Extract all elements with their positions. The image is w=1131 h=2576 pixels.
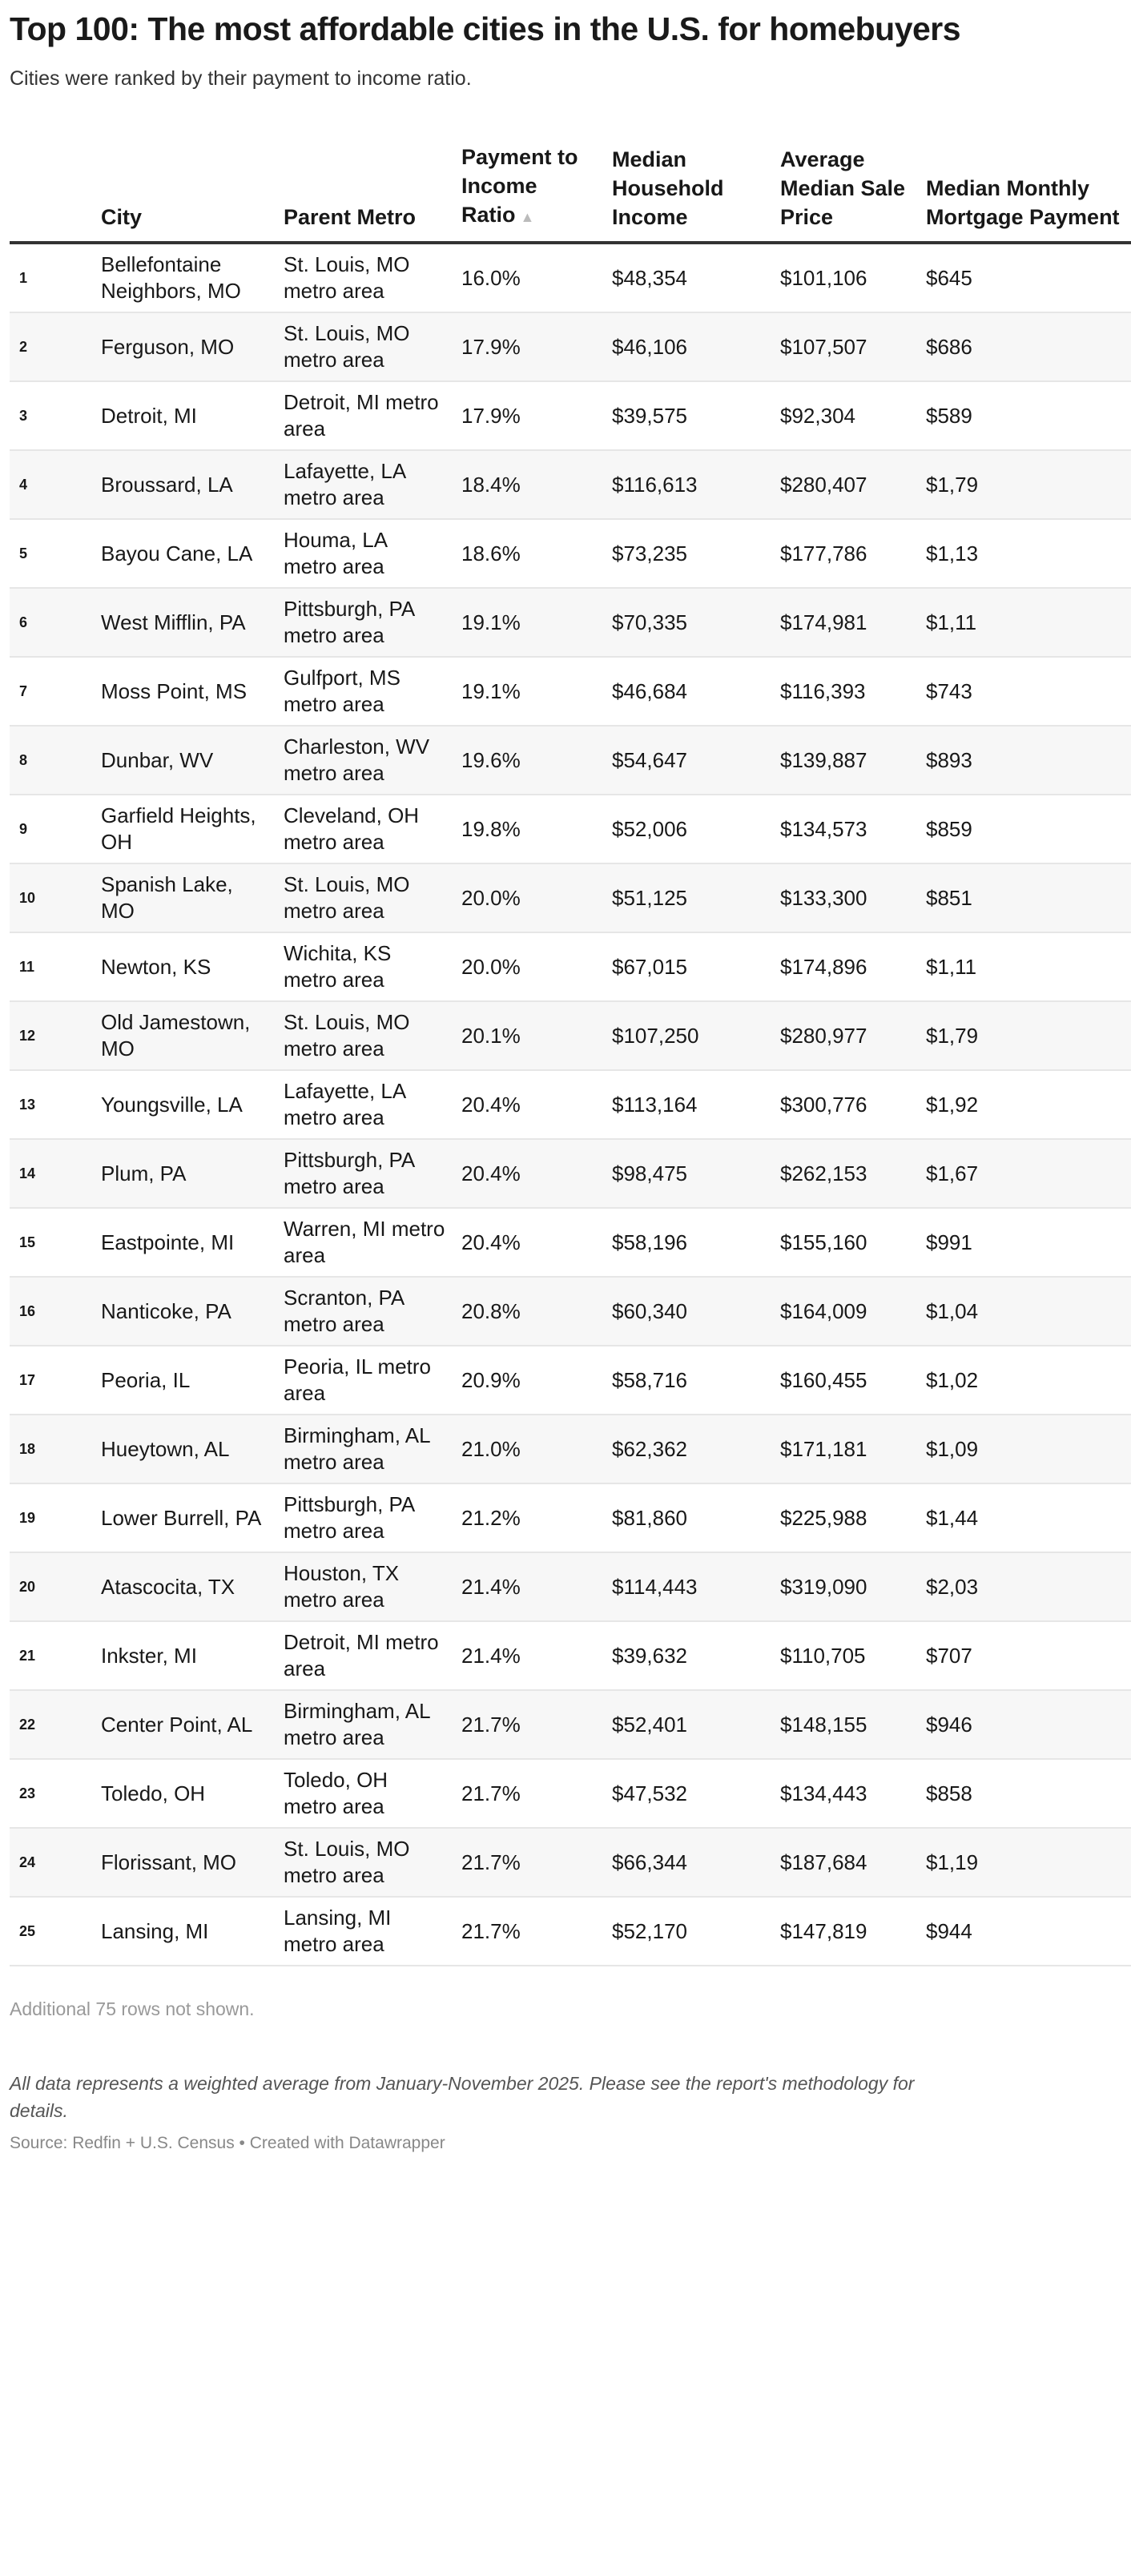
table-row <box>10 1208 1131 1277</box>
cell-rank: 17 <box>10 1346 93 1415</box>
cell-payment-to-income-ratio: 19.6% <box>453 726 604 795</box>
cell-parent-metro: Lafayette, LA metro area <box>276 450 453 519</box>
table-row <box>10 795 1131 863</box>
table-row <box>10 381 1131 450</box>
cell-rank: 25 <box>10 1897 93 1966</box>
cell-median-monthly-mortgage-payment: $707 <box>918 1621 1131 1690</box>
cell-median-household-income: $107,250 <box>604 1001 772 1070</box>
cell-rank: 19 <box>10 1483 93 1552</box>
cell-median-household-income: $52,170 <box>604 1897 772 1966</box>
cell-median-household-income: $48,354 <box>604 243 772 312</box>
cell-rank: 1 <box>10 243 93 312</box>
cell-city: Ferguson, MO <box>93 312 276 381</box>
methodology-note: All data represents a weighted average from January-November 2025. Please see the report's methodology for details. <box>10 2073 915 2121</box>
cell-parent-metro: Lafayette, LA metro area <box>276 1070 453 1139</box>
header-payment-to-income-ratio[interactable] <box>453 143 604 243</box>
header-rank[interactable] <box>10 143 93 243</box>
cell-median-monthly-mortgage-payment: $1,19 <box>918 1828 1131 1897</box>
cell-payment-to-income-ratio: 17.9% <box>453 312 604 381</box>
cell-city: Bayou Cane, LA <box>93 519 276 588</box>
cell-median-household-income: $114,443 <box>604 1552 772 1621</box>
cell-median-monthly-mortgage-payment: $1,02 <box>918 1346 1131 1415</box>
table-container <box>10 143 1120 1966</box>
cell-rank: 23 <box>10 1759 93 1828</box>
cell-median-monthly-mortgage-payment: $743 <box>918 657 1131 726</box>
cell-parent-metro: Birmingham, AL metro area <box>276 1690 453 1759</box>
cell-median-monthly-mortgage-payment: $893 <box>918 726 1131 795</box>
cell-rank: 24 <box>10 1828 93 1897</box>
cell-city: Dunbar, WV <box>93 726 276 795</box>
cell-average-median-sale-price: $160,455 <box>772 1346 918 1415</box>
table-row <box>10 1346 1131 1415</box>
cell-average-median-sale-price: $262,153 <box>772 1139 918 1208</box>
cell-parent-metro: Peoria, IL metro area <box>276 1346 453 1415</box>
source-line: Source: Redfin + U.S. Census • Created with Datawrapper <box>10 2134 445 2152</box>
cell-payment-to-income-ratio: 21.4% <box>453 1621 604 1690</box>
cell-city: West Mifflin, PA <box>93 588 276 657</box>
cell-median-monthly-mortgage-payment: $1,79 <box>918 450 1131 519</box>
cell-rank: 2 <box>10 312 93 381</box>
cell-payment-to-income-ratio: 20.8% <box>453 1277 604 1346</box>
cell-median-household-income: $60,340 <box>604 1277 772 1346</box>
cell-parent-metro: Houston, TX metro area <box>276 1552 453 1621</box>
cell-city: Spanish Lake, MO <box>93 863 276 932</box>
table-row <box>10 1001 1131 1070</box>
cell-median-monthly-mortgage-payment: $946 <box>918 1690 1131 1759</box>
cell-median-household-income: $81,860 <box>604 1483 772 1552</box>
cell-parent-metro: Lansing, MI metro area <box>276 1897 453 1966</box>
cell-median-household-income: $46,684 <box>604 657 772 726</box>
cell-average-median-sale-price: $280,977 <box>772 1001 918 1070</box>
chart-title: Top 100: The most affordable cities in the U.S. for homebuyers <box>10 10 961 47</box>
data-table <box>10 143 1131 1966</box>
cell-median-monthly-mortgage-payment: $686 <box>918 312 1131 381</box>
cell-median-monthly-mortgage-payment: $1,44 <box>918 1483 1131 1552</box>
header-median-household-income[interactable]: Median Household Income <box>604 143 772 243</box>
cell-average-median-sale-price: $174,981 <box>772 588 918 657</box>
cell-median-monthly-mortgage-payment: $1,09 <box>918 1415 1131 1483</box>
cell-city: Bellefontaine Neighbors, MO <box>93 243 276 312</box>
cell-rank: 6 <box>10 588 93 657</box>
table-row <box>10 243 1131 312</box>
cell-parent-metro: Scranton, PA metro area <box>276 1277 453 1346</box>
cell-average-median-sale-price: $280,407 <box>772 450 918 519</box>
table-row <box>10 450 1131 519</box>
cell-city: Peoria, IL <box>93 1346 276 1415</box>
cell-median-monthly-mortgage-payment: $858 <box>918 1759 1131 1828</box>
cell-payment-to-income-ratio: 20.9% <box>453 1346 604 1415</box>
cell-parent-metro: Pittsburgh, PA metro area <box>276 1139 453 1208</box>
cell-payment-to-income-ratio: 21.7% <box>453 1759 604 1828</box>
cell-city: Inkster, MI <box>93 1621 276 1690</box>
table-body <box>10 243 1131 1966</box>
cell-average-median-sale-price: $187,684 <box>772 1828 918 1897</box>
cell-city: Center Point, AL <box>93 1690 276 1759</box>
cell-city: Youngsville, LA <box>93 1070 276 1139</box>
cell-payment-to-income-ratio: 20.4% <box>453 1139 604 1208</box>
cell-median-monthly-mortgage-payment: $859 <box>918 795 1131 863</box>
cell-median-monthly-mortgage-payment: $944 <box>918 1897 1131 1966</box>
header-parent-metro[interactable]: Parent Metro <box>276 143 453 243</box>
cell-parent-metro: Birmingham, AL metro area <box>276 1415 453 1483</box>
table-row <box>10 1139 1131 1208</box>
table-row <box>10 1070 1131 1139</box>
cell-median-household-income: $52,006 <box>604 795 772 863</box>
cell-median-household-income: $47,532 <box>604 1759 772 1828</box>
table-row <box>10 1759 1131 1828</box>
cell-average-median-sale-price: $107,507 <box>772 312 918 381</box>
cell-parent-metro: St. Louis, MO metro area <box>276 863 453 932</box>
cell-parent-metro: Gulfport, MS metro area <box>276 657 453 726</box>
table-row <box>10 1552 1131 1621</box>
cell-rank: 20 <box>10 1552 93 1621</box>
header-city[interactable]: City <box>93 143 276 243</box>
cell-payment-to-income-ratio: 19.1% <box>453 657 604 726</box>
cell-median-monthly-mortgage-payment: $645 <box>918 243 1131 312</box>
cell-payment-to-income-ratio: 17.9% <box>453 381 604 450</box>
cell-rank: 9 <box>10 795 93 863</box>
cell-median-household-income: $70,335 <box>604 588 772 657</box>
cell-city: Nanticoke, PA <box>93 1277 276 1346</box>
cell-median-household-income: $46,106 <box>604 312 772 381</box>
cell-median-monthly-mortgage-payment: $1,11 <box>918 588 1131 657</box>
cell-city: Atascocita, TX <box>93 1552 276 1621</box>
cell-rank: 10 <box>10 863 93 932</box>
cell-parent-metro: Pittsburgh, PA metro area <box>276 588 453 657</box>
table-row <box>10 1690 1131 1759</box>
header-ratio-label: Payment to Income Ratio <box>461 145 578 227</box>
table-row <box>10 932 1131 1001</box>
cell-payment-to-income-ratio: 21.7% <box>453 1897 604 1966</box>
cell-median-household-income: $39,632 <box>604 1621 772 1690</box>
table-row <box>10 1897 1131 1966</box>
cell-rank: 3 <box>10 381 93 450</box>
cell-median-household-income: $73,235 <box>604 519 772 588</box>
cell-payment-to-income-ratio: 21.0% <box>453 1415 604 1483</box>
cell-median-household-income: $62,362 <box>604 1415 772 1483</box>
table-row <box>10 1828 1131 1897</box>
cell-rank: 16 <box>10 1277 93 1346</box>
cell-average-median-sale-price: $116,393 <box>772 657 918 726</box>
cell-average-median-sale-price: $139,887 <box>772 726 918 795</box>
cell-parent-metro: Toledo, OH metro area <box>276 1759 453 1828</box>
cell-rank: 15 <box>10 1208 93 1277</box>
cell-rank: 11 <box>10 932 93 1001</box>
chart-subtitle: Cities were ranked by their payment to income ratio. <box>10 67 472 90</box>
cell-median-household-income: $51,125 <box>604 863 772 932</box>
cell-median-monthly-mortgage-payment: $1,11 <box>918 932 1131 1001</box>
cell-parent-metro: St. Louis, MO metro area <box>276 1828 453 1897</box>
cell-rank: 13 <box>10 1070 93 1139</box>
cell-parent-metro: Detroit, MI metro area <box>276 381 453 450</box>
cell-parent-metro: Houma, LA metro area <box>276 519 453 588</box>
cell-median-monthly-mortgage-payment: $1,92 <box>918 1070 1131 1139</box>
cell-payment-to-income-ratio: 21.4% <box>453 1552 604 1621</box>
cell-average-median-sale-price: $92,304 <box>772 381 918 450</box>
cell-average-median-sale-price: $110,705 <box>772 1621 918 1690</box>
cell-rank: 22 <box>10 1690 93 1759</box>
cell-average-median-sale-price: $177,786 <box>772 519 918 588</box>
cell-rank: 7 <box>10 657 93 726</box>
cell-payment-to-income-ratio: 21.7% <box>453 1690 604 1759</box>
cell-average-median-sale-price: $147,819 <box>772 1897 918 1966</box>
cell-payment-to-income-ratio: 19.8% <box>453 795 604 863</box>
cell-rank: 4 <box>10 450 93 519</box>
cell-median-monthly-mortgage-payment: $1,79 <box>918 1001 1131 1070</box>
cell-average-median-sale-price: $148,155 <box>772 1690 918 1759</box>
cell-city: Newton, KS <box>93 932 276 1001</box>
cell-payment-to-income-ratio: 19.1% <box>453 588 604 657</box>
table-row <box>10 863 1131 932</box>
cell-parent-metro: St. Louis, MO metro area <box>276 1001 453 1070</box>
table-row <box>10 588 1131 657</box>
cell-median-household-income: $52,401 <box>604 1690 772 1759</box>
cell-payment-to-income-ratio: 21.2% <box>453 1483 604 1552</box>
sort-ascending-icon[interactable]: ▲ <box>520 209 535 225</box>
cell-parent-metro: St. Louis, MO metro area <box>276 312 453 381</box>
cell-parent-metro: Warren, MI metro area <box>276 1208 453 1277</box>
table-row <box>10 1483 1131 1552</box>
table-row <box>10 1277 1131 1346</box>
cell-parent-metro: Charleston, WV metro area <box>276 726 453 795</box>
cell-payment-to-income-ratio: 20.1% <box>453 1001 604 1070</box>
cell-median-monthly-mortgage-payment: $991 <box>918 1208 1131 1277</box>
cell-median-monthly-mortgage-payment: $2,03 <box>918 1552 1131 1621</box>
cell-city: Lower Burrell, PA <box>93 1483 276 1552</box>
cell-city: Moss Point, MS <box>93 657 276 726</box>
cell-median-monthly-mortgage-payment: $1,04 <box>918 1277 1131 1346</box>
cell-payment-to-income-ratio: 18.4% <box>453 450 604 519</box>
header-average-median-sale-price[interactable]: Average Median Sale Price <box>772 143 918 243</box>
cell-median-household-income: $58,716 <box>604 1346 772 1415</box>
cell-rank: 8 <box>10 726 93 795</box>
cell-median-household-income: $54,647 <box>604 726 772 795</box>
table-row <box>10 1621 1131 1690</box>
cell-city: Plum, PA <box>93 1139 276 1208</box>
cell-median-household-income: $98,475 <box>604 1139 772 1208</box>
cell-average-median-sale-price: $101,106 <box>772 243 918 312</box>
additional-rows-note: Additional 75 rows not shown. <box>10 1998 255 2019</box>
table-row <box>10 657 1131 726</box>
header-median-monthly-mortgage-payment[interactable]: Median Monthly Mortgage Payment <box>918 143 1131 243</box>
cell-average-median-sale-price: $300,776 <box>772 1070 918 1139</box>
cell-median-monthly-mortgage-payment: $589 <box>918 381 1131 450</box>
cell-average-median-sale-price: $171,181 <box>772 1415 918 1483</box>
cell-city: Eastpointe, MI <box>93 1208 276 1277</box>
cell-median-household-income: $113,164 <box>604 1070 772 1139</box>
cell-city: Lansing, MI <box>93 1897 276 1966</box>
cell-average-median-sale-price: $319,090 <box>772 1552 918 1621</box>
cell-median-household-income: $39,575 <box>604 381 772 450</box>
table-row <box>10 726 1131 795</box>
table-row <box>10 519 1131 588</box>
cell-rank: 18 <box>10 1415 93 1483</box>
cell-parent-metro: Pittsburgh, PA metro area <box>276 1483 453 1552</box>
cell-city: Old Jamestown, MO <box>93 1001 276 1070</box>
cell-average-median-sale-price: $133,300 <box>772 863 918 932</box>
cell-payment-to-income-ratio: 18.6% <box>453 519 604 588</box>
cell-median-household-income: $66,344 <box>604 1828 772 1897</box>
table-row <box>10 1415 1131 1483</box>
cell-city: Toledo, OH <box>93 1759 276 1828</box>
cell-average-median-sale-price: $174,896 <box>772 932 918 1001</box>
cell-median-monthly-mortgage-payment: $1,13 <box>918 519 1131 588</box>
cell-payment-to-income-ratio: 20.0% <box>453 863 604 932</box>
cell-rank: 5 <box>10 519 93 588</box>
cell-parent-metro: St. Louis, MO metro area <box>276 243 453 312</box>
cell-rank: 12 <box>10 1001 93 1070</box>
cell-average-median-sale-price: $225,988 <box>772 1483 918 1552</box>
cell-payment-to-income-ratio: 20.4% <box>453 1208 604 1277</box>
cell-parent-metro: Detroit, MI metro area <box>276 1621 453 1690</box>
cell-payment-to-income-ratio: 20.4% <box>453 1070 604 1139</box>
cell-average-median-sale-price: $134,443 <box>772 1759 918 1828</box>
cell-median-monthly-mortgage-payment: $1,67 <box>918 1139 1131 1208</box>
cell-median-household-income: $58,196 <box>604 1208 772 1277</box>
table-row <box>10 312 1131 381</box>
cell-city: Florissant, MO <box>93 1828 276 1897</box>
cell-parent-metro: Wichita, KS metro area <box>276 932 453 1001</box>
cell-payment-to-income-ratio: 20.0% <box>453 932 604 1001</box>
cell-rank: 14 <box>10 1139 93 1208</box>
cell-rank: 21 <box>10 1621 93 1690</box>
cell-city: Detroit, MI <box>93 381 276 450</box>
header-row <box>10 143 1131 243</box>
cell-city: Garfield Heights, OH <box>93 795 276 863</box>
cell-median-household-income: $67,015 <box>604 932 772 1001</box>
cell-payment-to-income-ratio: 21.7% <box>453 1828 604 1897</box>
cell-average-median-sale-price: $134,573 <box>772 795 918 863</box>
cell-parent-metro: Cleveland, OH metro area <box>276 795 453 863</box>
cell-payment-to-income-ratio: 16.0% <box>453 243 604 312</box>
cell-average-median-sale-price: $155,160 <box>772 1208 918 1277</box>
cell-city: Broussard, LA <box>93 450 276 519</box>
cell-median-monthly-mortgage-payment: $851 <box>918 863 1131 932</box>
cell-median-household-income: $116,613 <box>604 450 772 519</box>
cell-city: Hueytown, AL <box>93 1415 276 1483</box>
cell-average-median-sale-price: $164,009 <box>772 1277 918 1346</box>
datawrapper-table-chart <box>0 10 1120 2153</box>
